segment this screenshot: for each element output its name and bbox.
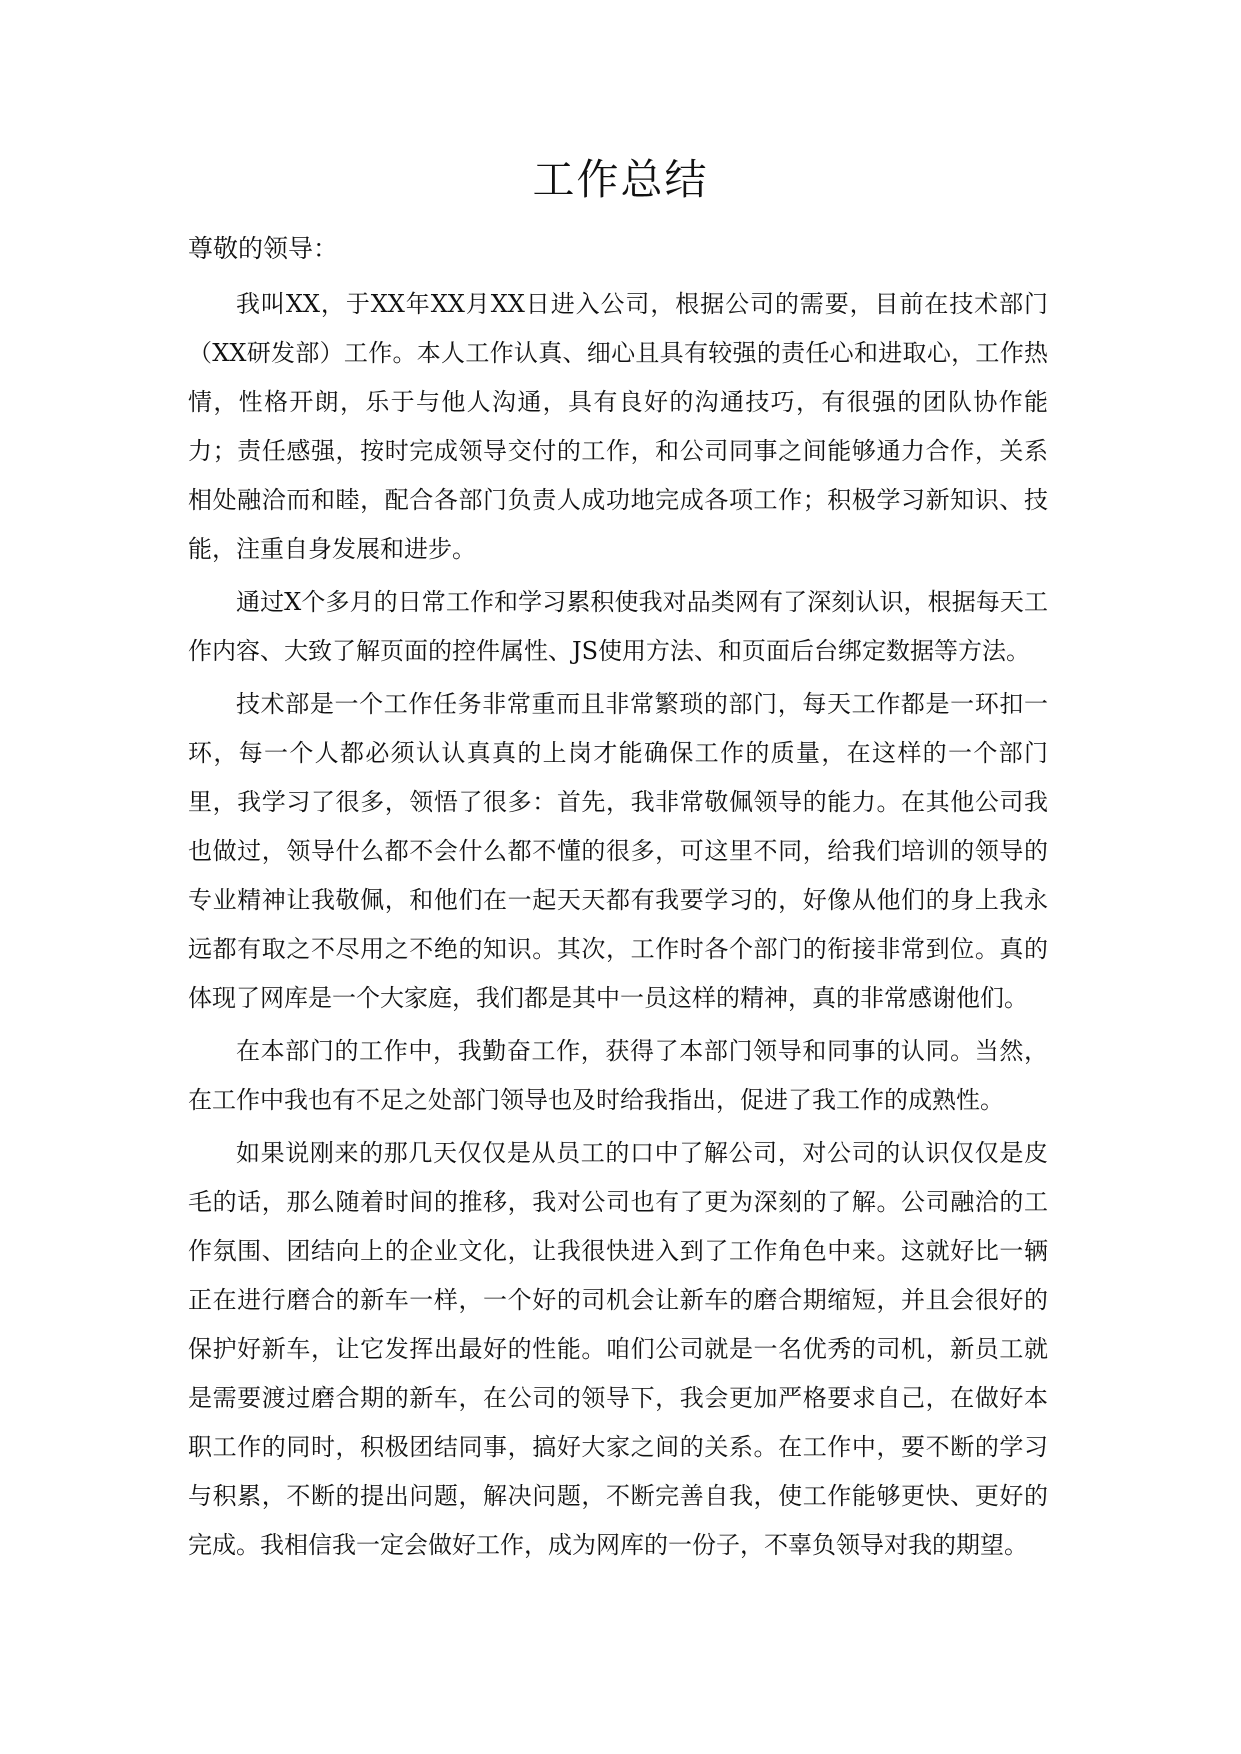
document-title: 工作总结 (532, 155, 709, 204)
paragraph-learning: 通过X个多月的日常工作和学习累积使我对品类网有了深刻认识，根据每天工作内容、大致了解页面的控件属性、JS使用方法、和页面后台绑定数据等方法。 (188, 588, 1048, 665)
paragraph-conclusion: 如果说刚来的那几天仅仅是从员工的口中了解公司，对公司的认识仅仅是皮毛的话，那么随着时间的推移，我对公司也有了更为深刻的了解。公司融洽的工作氛围、团结向上的企业文化，让我很快进入到了工作角色中来。这就好比一辆正在进行磨合的新车一样，一个好的司机会让新车的磨合期缩短，并且会很好的保护好新车，让它发挥出最好的性能。咱们公司就是一名优秀的司机，新员工就是需要渡过磨合期的新车，在公司的领导下，我会更加严格要求自己，在做好本职工作的同时，积极团结同事，搞好大家之间的关系。在工作中，要不断的学习与积累，不断的提出问题，解决问题，不断完善自我，使工作能够更快、更好的完成。我相信我一定会做好工作，成为网库的一份子，不辜负领导对我的期望。 (188, 1139, 1048, 1559)
paragraph-recognition: 在本部门的工作中，我勤奋工作，获得了本部门领导和同事的认同。当然，在工作中我也有不足之处部门领导也及时给我指出，促进了我工作的成熟性。 (188, 1037, 1048, 1114)
salutation: 尊敬的领导： (188, 234, 339, 263)
document-body (188, 280, 1048, 1574)
paragraph-intro: 我叫XX，于XX年XX月XX日进入公司，根据公司的需要，目前在技术部门（XX研发部）工作。本人工作认真、细心且具有较强的责任心和进取心，工作热情，性格开朗，乐于与他人沟通，具有良好的沟通技巧，有很强的团队协作能力；责任感强，按时完成领导交付的工作，和公司同事之间能够通力合作，关系相处融洽而和睦，配合各部门负责人成功地完成各项工作；积极学习新知识、技能，注重自身发展和进步。 (188, 290, 1048, 563)
paragraph-department: 技术部是一个工作任务非常重而且非常繁琐的部门，每天工作都是一环扣一环，每一个人都必须认认真真的上岗才能确保工作的质量，在这样的一个部门里，我学习了很多，领悟了很多：首先，我非常敬佩领导的能力。在其他公司我也做过，领导什么都不会什么都不懂的很多，可这里不同，给我们培训的领导的专业精神让我敬佩，和他们在一起天天都有我要学习的，好像从他们的身上我永远都有取之不尽用之不绝的知识。其次，工作时各个部门的衔接非常到位。真的体现了网库是一个大家庭，我们都是其中一员这样的精神，真的非常感谢他们。 (188, 690, 1048, 1012)
